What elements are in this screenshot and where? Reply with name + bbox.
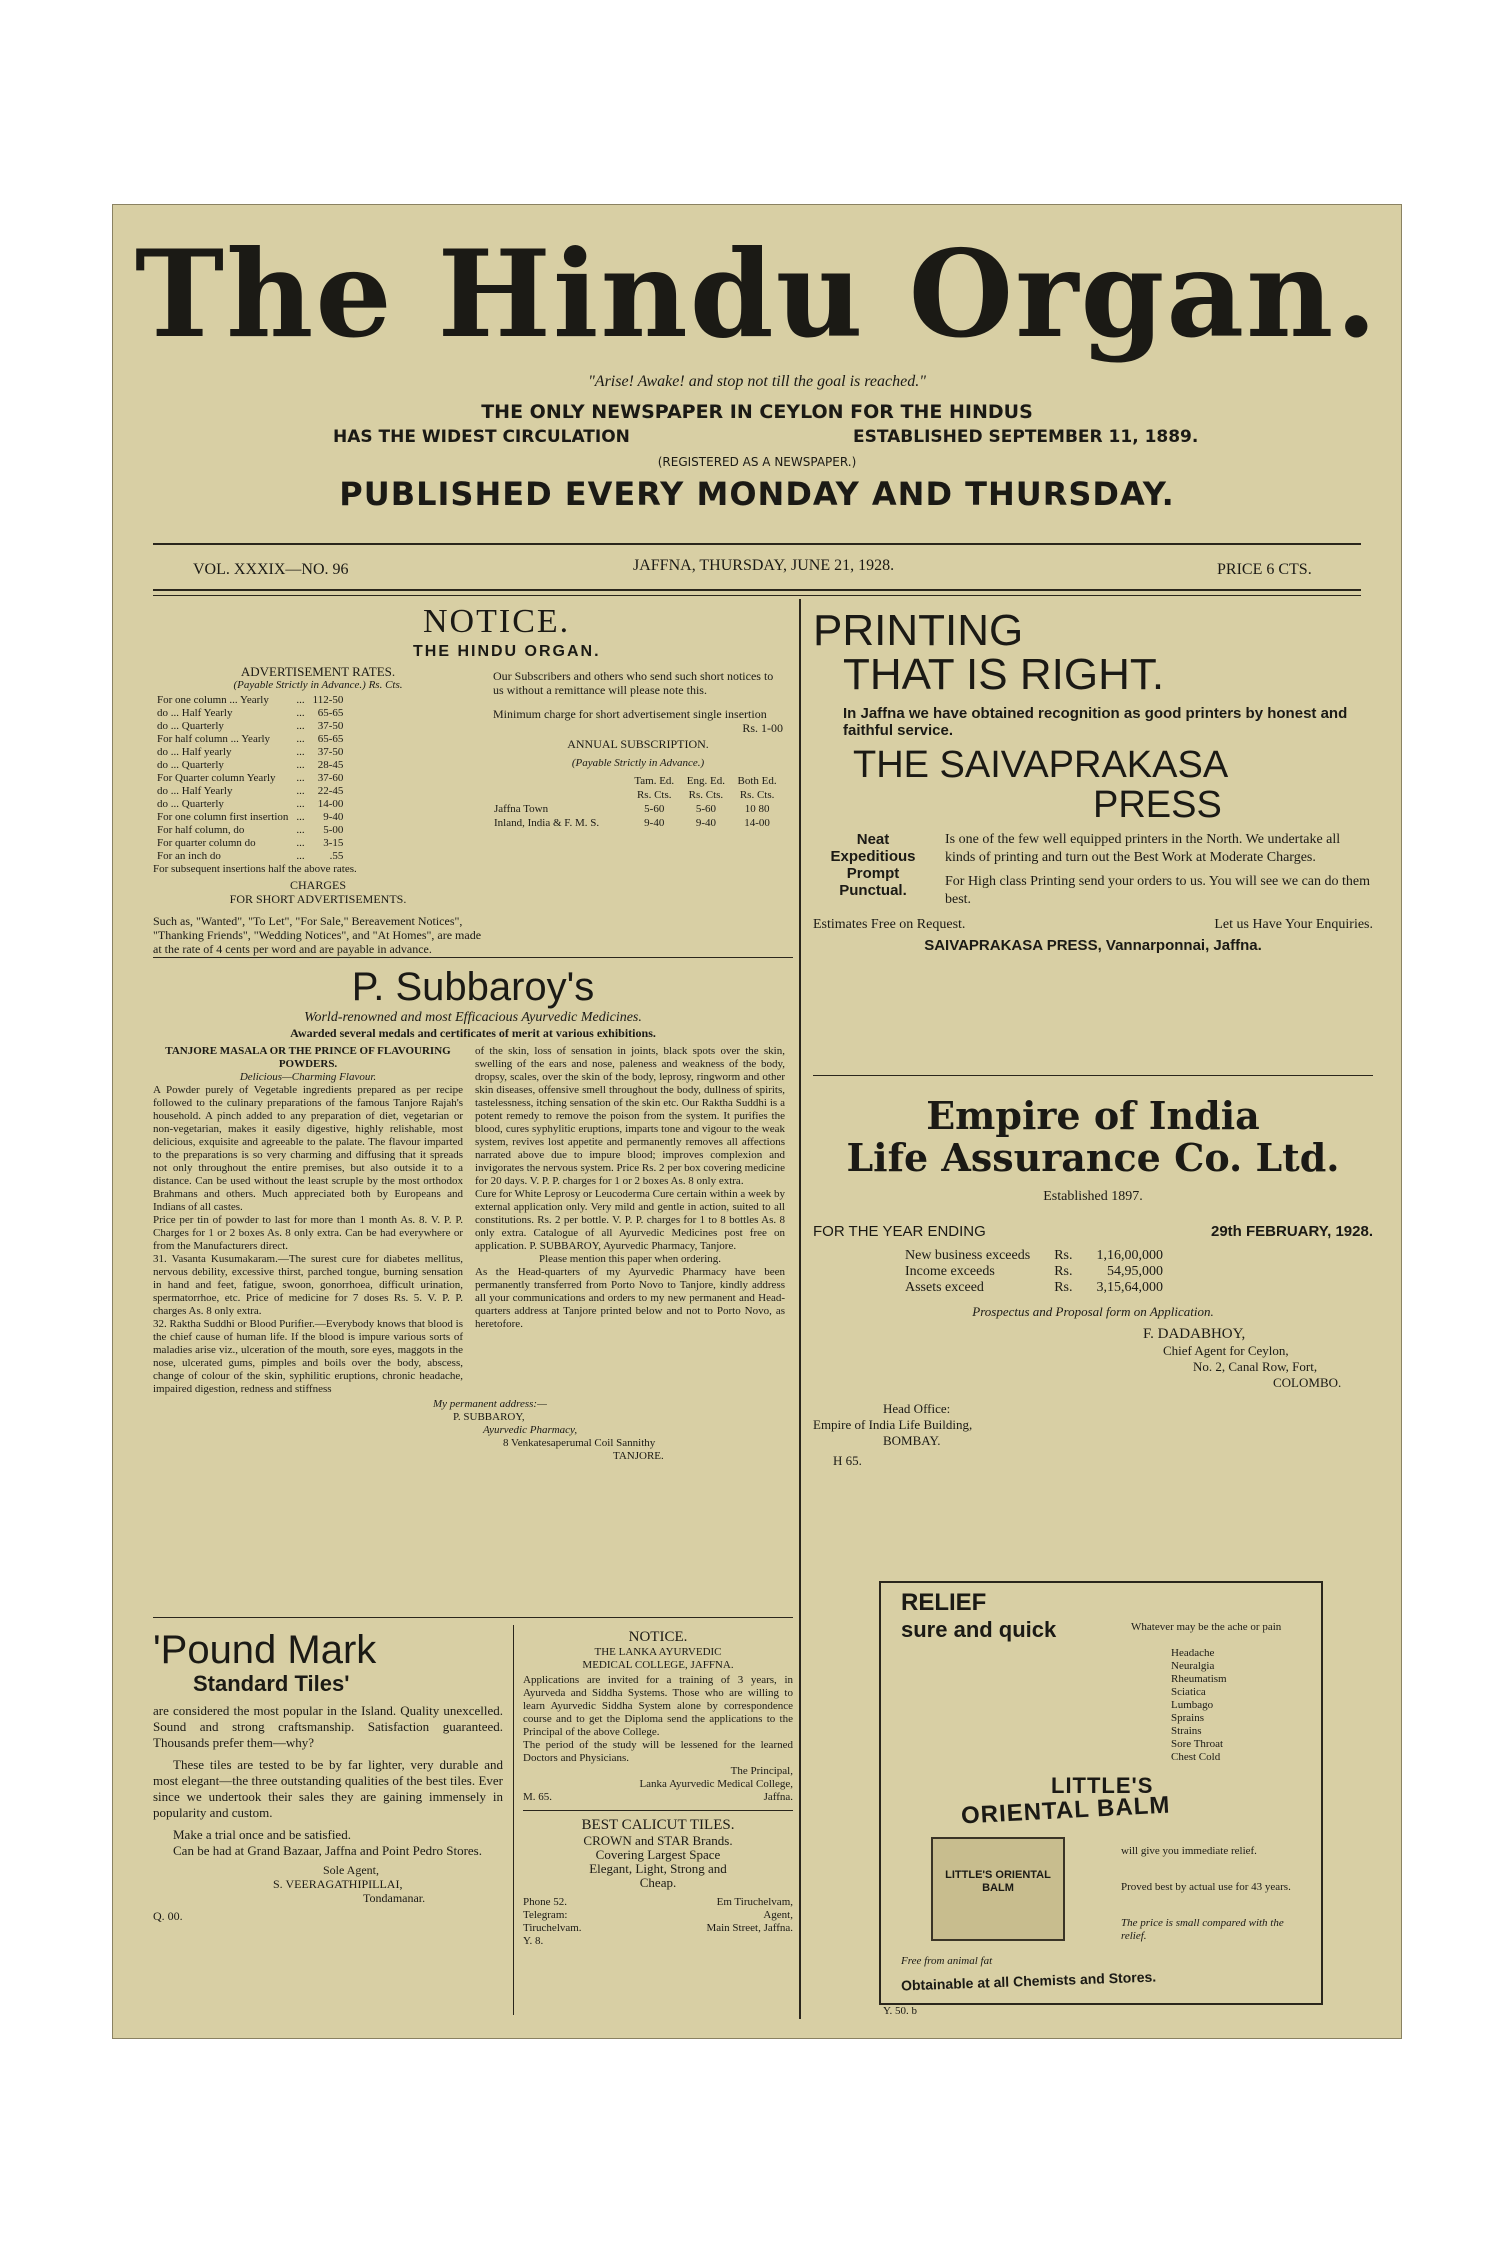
relief-obtain: Obtainable at all Chemists and Stores. [900, 1968, 1157, 1994]
calicut-l2: Elegant, Light, Strong and [589, 1861, 727, 1876]
lanka-sig2: Lanka Ayurvedic Medical College, [639, 1778, 793, 1790]
subbaroy-name: P. Subbaroy's [351, 965, 595, 1009]
annual-header-row [493, 788, 783, 802]
annual-header-cell: Rs. Cts. [636, 789, 672, 801]
calicut-l1: Covering Largest Space [595, 1847, 721, 1862]
empire-figure-row [893, 1264, 1175, 1280]
printing-head2: THAT IS RIGHT. [843, 650, 1165, 699]
tiles-title2: Standard Tiles' [193, 1671, 350, 1696]
masthead-title: The Hindu Organ. [134, 224, 1380, 365]
motto: "Arise! Awake! and stop not till the goal is reached." [588, 373, 926, 390]
rates-amount: 5-00 [323, 824, 344, 836]
price: PRICE 6 CTS. [1217, 561, 1312, 578]
empire-figure-cell: Assets exceed [905, 1280, 984, 1295]
rates-amount: 14-00 [317, 798, 344, 810]
annual-table [493, 774, 783, 830]
rates-dots: ... [296, 811, 305, 823]
rates-row [153, 746, 347, 759]
minimum-charge [493, 707, 783, 735]
publication-days: PUBLISHED EVERY MONDAY AND THURSDAY. [339, 475, 1175, 513]
ailment-headache: Headache [1171, 1647, 1215, 1659]
calicut-l3: Cheap. [639, 1875, 677, 1890]
empire-figure-cell: Rs. [1054, 1248, 1073, 1263]
calicut-telegram: Telegram: [523, 1909, 568, 1921]
rates-row [153, 837, 347, 850]
virtue-expeditious: Expeditious [830, 848, 916, 865]
rates-dots: ... [296, 850, 305, 862]
rates-amount: .55 [329, 850, 344, 862]
subbaroy-sub: World-renowned and most Efficacious Ayurvedic Medicines. [304, 1010, 642, 1025]
empire-name1: Empire of India [926, 1093, 1260, 1138]
empire-figure-row [893, 1248, 1175, 1264]
empire-year [813, 1223, 1373, 1240]
rates-label: For Quarter column Yearly [157, 772, 276, 784]
rates-dots: ... [296, 694, 305, 706]
calicut-sub: CROWN and STAR Brands. [583, 1833, 733, 1848]
lanka-sig1: The Principal, [730, 1765, 793, 1777]
printing-body [813, 831, 1373, 909]
established: ESTABLISHED SEPTEMBER 11, 1889. [853, 427, 1199, 447]
masala-text: A Powder purely of Vegetable ingredients prepared as per recipe followed to the culinary preparations of the famous Tanjore Rajah's household. A pinch added to any preparation of diet, vegetarian or non-vegetarian, makes it easily digestive, highly relishable, most delicious, exquisite and agreeable to the palate. The flavour imparted to the preparations is so very charming and diffusing that it spreads not only throughout the entire premises, but also outside it to a distance. Can be used without the least scruple by the most orthodox Brahmans and others. Much appreciated both by Europeans and Indians of all castes. [153, 1084, 463, 1213]
circulation: HAS THE WIDEST CIRCULATION [333, 427, 630, 447]
subscription-info [493, 665, 783, 830]
rates-amount: 28-45 [317, 759, 344, 771]
rates-row [153, 733, 347, 746]
empire-advert [813, 1095, 1373, 1469]
rates-table [153, 694, 347, 863]
annual-note: (Payable Strictly in Advance.) [571, 757, 705, 769]
annual-header-cell: Rs. Cts. [739, 789, 775, 801]
annual-header-cell: Rs. Cts. [688, 789, 724, 801]
rates-label: do ... Half yearly [157, 746, 232, 758]
rates-label: For half column ... Yearly [157, 733, 271, 745]
annual-cell: 5-60 [644, 803, 665, 815]
perm-pharmacy: Ayurvedic Pharmacy, [483, 1424, 578, 1436]
rates-row [153, 720, 347, 733]
vasanta-text: 31. Vasanta Kusumakaram.—The surest cure for diabetes mellitus, nervous debility, excessive thirst, parched tongue, burning sensation in hand and feet, fatigue, swoon, gonorrhoea, difficult urination, spermatorrhoe, etc. Price of medicine for 7 doses Rs. 5. V. P. P. charges As. 8 only extra. [153, 1253, 463, 1317]
relief-free: Free from animal fat [901, 1955, 993, 1967]
rates-dots: ... [296, 772, 305, 784]
printing-address: SAIVAPRAKASA PRESS, Vannarponnai, Jaffna. [924, 937, 1262, 954]
rates-dots: ... [296, 707, 305, 719]
rates-amount: 9-40 [323, 811, 344, 823]
volume-number: VOL. XXXIX—NO. 96 [193, 561, 349, 578]
rates-row [153, 759, 347, 772]
rates-dots: ... [296, 785, 305, 797]
relief-ref: Y. 50. b [883, 2005, 918, 2017]
rates-title: ADVERTISEMENT RATES. [240, 664, 396, 679]
annual-header-cell: Tam. Ed. [634, 775, 675, 787]
empire-figure-cell: 1,16,00,000 [1096, 1248, 1163, 1263]
rates-amount: 37-50 [317, 720, 344, 732]
lanka-ref: M. 65. [523, 1791, 553, 1803]
relief-proved: Proved best by actual use for 43 years. [1121, 1881, 1291, 1893]
empire-agent-city: COLOMBO. [1273, 1375, 1342, 1390]
rates-amount: 65-65 [317, 733, 344, 745]
lanka-footer [523, 1791, 793, 1804]
rates-dots: ... [296, 824, 305, 836]
rule-under-dateline [153, 589, 1361, 591]
rates-row [153, 811, 347, 824]
rates-label: do ... Half Yearly [157, 785, 233, 797]
calicut-contact [523, 1896, 793, 1948]
empire-established: Established 1897. [1043, 1189, 1143, 1204]
relief-whatever: Whatever may be the ache or pain [1131, 1621, 1282, 1633]
annual-cell: 14-00 [744, 817, 770, 829]
masala-title: TANJORE MASALA OR THE PRINCE OF FLAVOURING POWDERS. [165, 1045, 451, 1070]
rates-footer: For subsequent insertions half the above rates. [153, 863, 357, 875]
empire-figure-cell: 54,95,000 [1106, 1264, 1163, 1279]
lanka-heading: NOTICE. [628, 1629, 688, 1645]
printing-estimates: Estimates Free on Request. [813, 917, 966, 932]
masala-sub: Delicious—Charming Flavour. [239, 1071, 377, 1083]
rates-amount: 37-60 [317, 772, 344, 784]
balm-tin-label: LITTLE'S ORIENTAL BALM [945, 1869, 1051, 1894]
virtue-prompt: Prompt [846, 865, 900, 882]
calicut-right [706, 1896, 793, 1948]
rule-subbaroy-bottom [153, 1617, 793, 1618]
relief-advert [879, 1581, 1323, 2005]
empire-year-line: FOR THE YEAR ENDING [813, 1223, 986, 1240]
calicut-tele-name: Tiruchelvam. [523, 1922, 582, 1934]
virtue-neat: Neat [856, 831, 890, 848]
empire-name2: Life Assurance Co. Ltd. [846, 1135, 1340, 1180]
annual-table-body [493, 774, 783, 830]
headquarters-notice: As the Head-quarters of my Ayurvedic Pharmacy have been permanently transferred from Porto Novo to Tanjore, kindly address all your communications and orders to my new permanent and Head-quarters address at Tanjore printed below and not to Porto Novo, as heretofore. [475, 1266, 785, 1330]
subbaroy-awards: Awarded several medals and certificates of merit at various exhibitions. [290, 1026, 656, 1040]
printing-enquiries: Let us Have Your Enquiries. [1214, 917, 1373, 932]
ailment-strains: Strains [1171, 1725, 1202, 1737]
empire-figures [893, 1248, 1175, 1296]
perm-name: P. SUBBAROY, [453, 1411, 525, 1423]
rates-label: For one column first insertion [157, 811, 289, 823]
lanka-text2: The period of the study will be lessened for the learned Doctors and Physicians. [523, 1739, 793, 1764]
annual-cell: 5-60 [695, 803, 716, 815]
lanka-sig3: Jaffna. [763, 1791, 793, 1803]
rates-label: For quarter column do [157, 837, 256, 849]
rates-dots: ... [296, 837, 305, 849]
charges-text: Such as, "Wanted", "To Let", "For Sale," Bereavement Notices", "Thanking Friends", "Wedding Notices", and "At Homes", are made at the rate of 4 cents per word and are payable in advance. [153, 914, 482, 956]
press-name2: PRESS [1093, 784, 1222, 826]
tagline: THE ONLY NEWSPAPER IN CEYLON FOR THE HINDUS [481, 401, 1033, 423]
rates-row [153, 772, 347, 785]
relief-title: RELIEF [901, 1589, 987, 1616]
tiles-agent-place: Tondamanar. [363, 1891, 426, 1905]
tiles-text3: Make a trial once and be satisfied. [173, 1827, 351, 1842]
rates-row [153, 850, 347, 863]
press-name1: THE SAIVAPRAKASA [853, 744, 1229, 786]
tiles-text4: Can be had at Grand Bazaar, Jaffna and Point Pedro Stores. [173, 1843, 482, 1858]
printing-footer [813, 917, 1373, 933]
rates-row [153, 707, 347, 720]
calicut-agent2: Agent, [763, 1909, 793, 1921]
empire-ref: H 65. [833, 1453, 862, 1468]
rates-amount: 22-45 [317, 785, 344, 797]
leucoderma-cure: Cure for White Leprosy or Leucoderma Cure certain within a week by external application only. Very mild and gentle in action, suited to all constitutions. Rs. 2 per bottle. V. P. P. charges for 1 to 8 bottles As. 8 only extra. Catalogue of all Ayurvedic Medicines post free on application. P. SUBBAROY, Ayurvedic Pharmacy, Tanjore. [475, 1188, 785, 1252]
tiles-agent-name: S. VEERAGATHIPILLAI, [273, 1877, 403, 1891]
rates-row [153, 824, 347, 837]
rates-dots: ... [296, 746, 305, 758]
rule-double [153, 595, 1361, 596]
annual-title: ANNUAL SUBSCRIPTION. [567, 737, 709, 751]
annual-header-cell [493, 774, 628, 788]
minimum-label: Minimum charge for short advertisement single insertion [493, 707, 767, 721]
calicut-phone: Phone 52. [523, 1896, 567, 1908]
minimum-value: Rs. 1-00 [742, 721, 783, 735]
empire-agent: F. DADABHOY, [1143, 1326, 1246, 1342]
empire-agent-addr: No. 2, Canal Row, Fort, [1193, 1359, 1318, 1374]
annual-header-cell [493, 788, 628, 802]
printing-head1: PRINTING [813, 606, 1024, 655]
annual-row [493, 802, 783, 816]
relief-brand1: LITTLE'S [1051, 1773, 1154, 1798]
rates-label: For one column ... Yearly [157, 694, 269, 706]
subbaroy-col2 [475, 1045, 785, 1396]
masala-price: Price per tin of powder to last for more than 1 month As. 8. V. P. P. Charges for 1 or 2 boxes As. 8 only extra. Can be had everywhere or from the Manufacturers direct. [153, 1214, 463, 1252]
relief-price: The price is small compared with the relief. [1121, 1917, 1284, 1942]
annual-header-cell: Eng. Ed. [686, 775, 725, 787]
relief-give: will give you immediate relief. [1121, 1845, 1257, 1857]
printing-body-text: Is one of the few well equipped printers in the North. We undertake all kinds of printing and turn out the Best Work at Moderate Charges. [945, 832, 1341, 865]
raktha-text: 32. Raktha Suddhi or Blood Purifier.—Everybody knows that blood is the chief cause of human life. If the blood is impure various sorts of maladies arise viz., ulceration of the mouth, sore eyes, maggots in the nose, ulcerated gums, pimples and boils over the body, abscess, change of colour of the skin, syphilitic eruptions, chronic headache, impaired digestion, redness and stiffness [153, 1318, 463, 1395]
annual-header-row [493, 774, 783, 788]
subscribers-text: Our Subscribers and others who send such short notices to us without a remittance will please note this. [493, 669, 774, 697]
rates-row [153, 694, 347, 707]
empire-prospectus: Prospectus and Proposal form on Application. [972, 1304, 1214, 1319]
empire-figure-cell: Rs. [1054, 1280, 1073, 1295]
column-divider [799, 599, 801, 2019]
ailment-lumbago: Lumbago [1171, 1699, 1214, 1711]
printing-advert [813, 606, 1373, 954]
relief-sub: sure and quick [901, 1617, 1057, 1642]
calicut-agent: Em Tiruchelvam, [716, 1896, 793, 1908]
ailment-sprains: Sprains [1171, 1712, 1204, 1724]
subbaroy-advert [153, 965, 793, 1463]
rates-amount: 3-15 [323, 837, 344, 849]
empire-figure-cell: Income exceeds [905, 1264, 995, 1279]
permanent-address-label: My permanent address:— [433, 1398, 547, 1410]
tiles-text1: are considered the most popular in the Island. Quality unexcelled. Sound and strong craftsmanship. Satisfaction guaranteed. Thousands prefer them—why? [153, 1703, 503, 1750]
dateline: JAFFNA, THURSDAY, JUNE 21, 1928. [633, 557, 895, 574]
empire-office3: BOMBAY. [883, 1433, 941, 1448]
notice-heading: NOTICE. [423, 603, 571, 640]
rates-amount: 112-50 [312, 694, 344, 706]
rates-amount: 37-50 [317, 746, 344, 758]
rates-label: do ... Quarterly [157, 720, 224, 732]
advertisement-rates [153, 665, 483, 956]
printing-virtues [813, 831, 933, 909]
rates-dots: ... [296, 720, 305, 732]
rates-row [153, 785, 347, 798]
rates-label: For an inch do [157, 850, 221, 862]
relief-ailments [1171, 1647, 1311, 1764]
rates-amount: 65-65 [317, 707, 344, 719]
empire-figures-body [893, 1248, 1175, 1296]
rates-label: For half column, do [157, 824, 245, 836]
calicut-ref: Y. 8. [523, 1935, 544, 1947]
ailment-sore-throat: Sore Throat [1171, 1738, 1224, 1750]
tiles-title: 'Pound Mark [153, 1628, 377, 1672]
ailment-sciatica: Sciatica [1171, 1686, 1206, 1698]
empire-figure-cell: Rs. [1054, 1264, 1073, 1279]
registered: (REGISTERED AS A NEWSPAPER.) [657, 455, 857, 469]
empire-year-date: 29th FEBRUARY, 1928. [1211, 1223, 1373, 1240]
rates-dots: ... [296, 798, 305, 810]
rates-label: do ... Quarterly [157, 759, 224, 771]
empire-office2: Empire of India Life Building, [813, 1417, 973, 1432]
rates-table-body [153, 694, 347, 863]
calicut-agent3: Main Street, Jaffna. [706, 1922, 793, 1934]
charges-sub: FOR SHORT ADVERTISEMENTS. [229, 892, 407, 906]
empire-figure-row [893, 1280, 1175, 1296]
charges-title: CHARGES [289, 878, 346, 892]
annual-cell: 9-40 [644, 817, 665, 829]
perm-city: TANJORE. [613, 1450, 664, 1462]
printing-intro: In Jaffna we have obtained recognition as good printers by honest and faithful service. [843, 705, 1348, 739]
tiles-text2: These tiles are tested to be by far lighter, very durable and most elegant—the three outstanding qualities of the best tiles. Ever since we undertook their sales they are gaining immensely in popularity and custom. [153, 1757, 503, 1820]
rates-label: do ... Quarterly [157, 798, 224, 810]
empire-agent-title: Chief Agent for Ceylon, [1163, 1343, 1289, 1358]
ailment-chest-cold: Chest Cold [1171, 1751, 1221, 1763]
tiles-ref: Q. 00. [153, 1909, 183, 1923]
lanka-rule [523, 1810, 793, 1811]
rule-printing-bottom [813, 1075, 1373, 1076]
annual-header-cell: Both Ed. [737, 775, 777, 787]
lanka-text1: Applications are invited for a training of 3 years, in Ayurveda and Siddha Systems. Those who are willing to learn Ayurvedic Siddha System alone by correspondence course and to get the Diploma send the applications to the Principal of the above College. [523, 1674, 793, 1738]
printing-text [945, 831, 1373, 909]
notice-paper: THE HINDU ORGAN. [413, 643, 601, 660]
pound-mark-advert [153, 1629, 503, 1923]
mention-paper: Please mention this paper when ordering. [538, 1253, 722, 1265]
tiles-divider [513, 1625, 514, 2015]
balm-tin-icon [931, 1837, 1065, 1941]
annual-cell: 9-40 [695, 817, 716, 829]
virtue-punctual: Punctual. [839, 882, 907, 899]
calicut-title: BEST CALICUT TILES. [581, 1817, 735, 1833]
rule-notice-bottom [153, 957, 793, 958]
lanka-college1: THE LANKA AYURVEDIC [594, 1646, 722, 1658]
empire-office1: Head Office: [883, 1401, 951, 1416]
tiles-agent: Sole Agent, [323, 1863, 379, 1877]
empire-figure-cell: 3,15,64,000 [1096, 1280, 1163, 1295]
rates-dots: ... [296, 733, 305, 745]
calicut-left [523, 1896, 582, 1948]
relief-brand2: ORIENTAL BALM [960, 1791, 1171, 1830]
rates-label: do ... Half Yearly [157, 707, 233, 719]
printing-body-text2: For High class Printing send your orders to us. You will see we can do them best. [945, 874, 1371, 907]
rates-dots: ... [296, 759, 305, 771]
lanka-ayurvedic-notice [523, 1629, 793, 1948]
perm-street: 8 Venkatesaperumal Coil Sannithy [503, 1437, 656, 1449]
empire-figure-cell: New business exceeds [905, 1248, 1031, 1263]
annual-cell: Jaffna Town [494, 803, 549, 815]
subbaroy-col1 [153, 1045, 463, 1396]
ailment-neuralgia: Neuralgia [1171, 1660, 1215, 1672]
annual-row [493, 816, 783, 830]
subbaroy-columns [153, 1045, 793, 1396]
lanka-college2: MEDICAL COLLEGE, JAFFNA. [582, 1659, 734, 1671]
newspaper-page [112, 204, 1402, 2039]
raktha-continued: of the skin, loss of sensation in joints, black spots over the skin, swelling of the ears and nose, paleness and weakness of the body, dropsy, scales, over the skin of the body, leprosy, ringworm and other skin diseases, offensive smell throughout the body, dullness of spirits, tastelessness, itching sensation of the skin etc. Our Raktha Suddhi is a potent remedy to remove the poison from the system. It purifies the blood, cures syphylitic eruptions, imparts tone and vigour to the weak system, revives lost appetite and permanently removes all affections narrated above due to impure blood; improves complexion and invigorates the nervous system. Price Rs. 2 per box covering medicine for 20 days. V. P. P. charges for 1 or 2 boxes As. 8 only extra. [475, 1045, 785, 1187]
rule-top [153, 543, 1361, 545]
rates-note: (Payable Strictly in Advance.) Rs. Cts. [233, 679, 403, 691]
annual-cell: Inland, India & F. M. S. [494, 817, 600, 829]
rates-row [153, 798, 347, 811]
annual-cell: 10 80 [744, 803, 770, 815]
ailment-rheumatism: Rheumatism [1171, 1673, 1227, 1685]
